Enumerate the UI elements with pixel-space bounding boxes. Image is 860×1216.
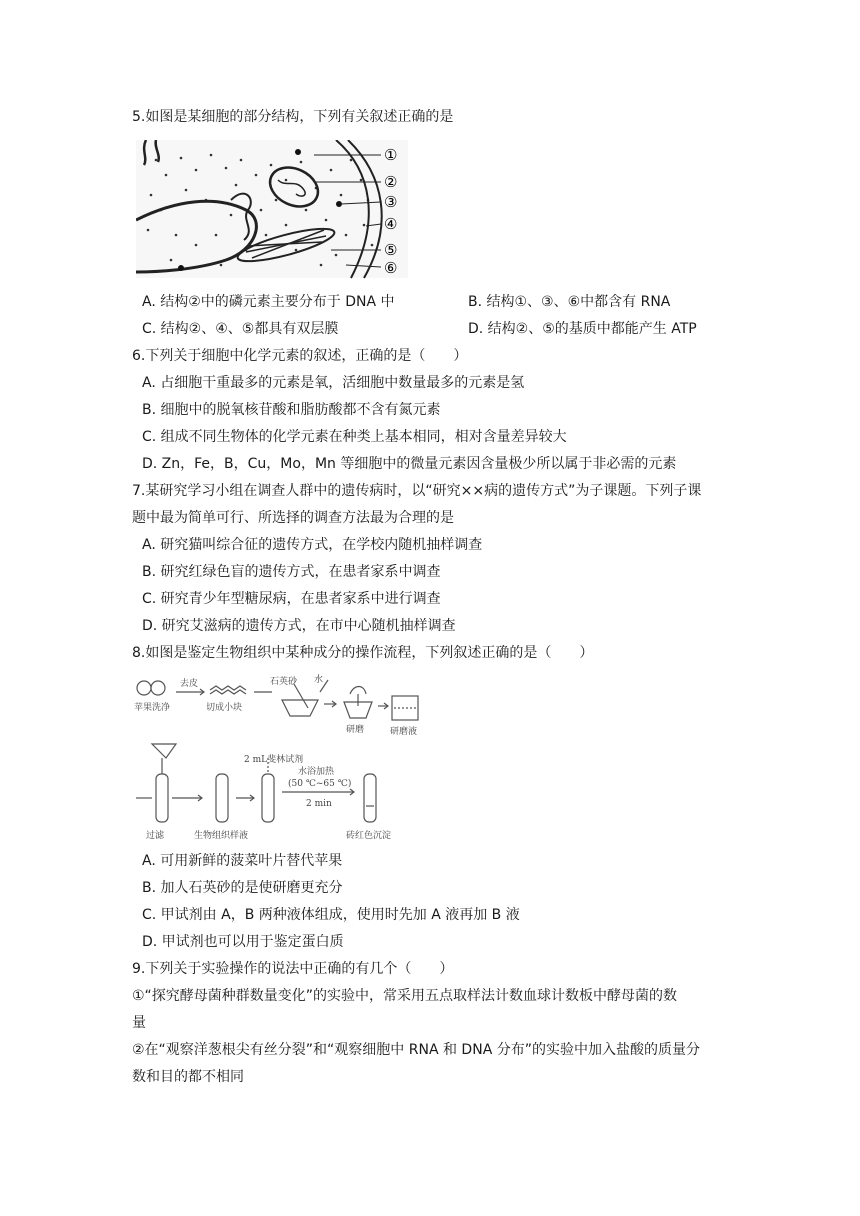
label-bath: 水浴加热 xyxy=(298,767,335,777)
label-filter: 过滤 xyxy=(146,831,165,841)
q6-stem: 6.下列关于细胞中化学元素的叙述，正确的是（ ） xyxy=(132,348,468,364)
q8-option-a: A. 可用新鲜的菠菜叶片替代苹果 xyxy=(142,853,343,869)
q6-option-b: B. 细胞中的脱氧核苷酸和脂肪酸都不含有氮元素 xyxy=(142,402,441,418)
figure-label-1: ① xyxy=(384,146,398,164)
label-liquid: 研磨液 xyxy=(390,727,418,737)
q6-option-a: A. 占细胞干重最多的元素是氧，活细胞中数量最多的元素是氢 xyxy=(142,375,525,391)
label-reagent: 2 mL斐林试剂 xyxy=(244,755,304,765)
label-result: 砖红色沉淀 xyxy=(346,831,392,841)
figure-label-2: ② xyxy=(384,173,398,191)
q5-option-c: C. 结构②、④、⑤都具有双层膜 xyxy=(142,321,339,337)
q9-item1-line1: ①“探究酵母菌种群数量变化”的实验中，常采用五点取样法计数血球计数板中酵母菌的数 xyxy=(132,988,678,1004)
label-peel: 去皮 xyxy=(180,679,199,689)
label-grind: 研磨 xyxy=(346,725,365,735)
q8-option-d: D. 甲试剂也可以用于鉴定蛋白质 xyxy=(142,934,344,950)
cell-structure-figure xyxy=(136,140,416,280)
q7-option-b: B. 研究红绿色盲的遗传方式，在患者家系中调查 xyxy=(142,564,441,580)
q9-item2-line2: 数和目的都不相同 xyxy=(132,1069,244,1085)
q8-stem: 8.如图是鉴定生物组织中某种成分的操作流程，下列叙述正确的是（ ） xyxy=(132,645,594,661)
q7-option-c: C. 研究青少年型糖尿病，在患者家系中进行调查 xyxy=(142,591,441,607)
label-water: 水 xyxy=(314,675,324,685)
label-temp: (50 ℃~65 ℃) xyxy=(288,779,352,789)
q9-item2-line1: ②在“观察洋葱根尖有丝分裂”和“观察细胞中 RNA 和 DNA 分布”的实验中加入盐酸的质量分 xyxy=(132,1042,700,1058)
q7-option-a: A. 研究猫叫综合征的遗传方式，在学校内随机抽样调查 xyxy=(142,537,483,553)
q6-option-c: C. 组成不同生物体的化学元素在种类上基本相同，相对含量差异较大 xyxy=(142,429,567,445)
q5-option-a: A. 结构②中的磷元素主要分布于 DNA 中 xyxy=(142,294,395,310)
figure-label-4: ④ xyxy=(384,215,398,233)
q6-option-d: D. Zn，Fe，B，Cu，Mo，Mn 等细胞中的微量元素因含量极少所以属于非必需的元素 xyxy=(142,456,677,472)
figure-label-3: ③ xyxy=(384,193,398,211)
label-apple: 苹果洗净 xyxy=(134,703,171,713)
q5-option-d: D. 结构②、⑤的基质中都能产生 ATP xyxy=(468,321,697,337)
experiment-flow-figure xyxy=(132,674,422,844)
figure-label-6: ⑥ xyxy=(384,259,398,277)
label-time: 2 min xyxy=(306,799,332,809)
label-sand: 石英砂 xyxy=(270,677,298,687)
label-extract: 生物组织样液 xyxy=(194,831,249,841)
q8-option-c: C. 甲试剂由 A，B 两种液体组成，使用时先加 A 液再加 B 液 xyxy=(142,907,520,923)
q7-stem-line1: 7.某研究学习小组在调查人群中的遗传病时，以“研究××病的遗传方式”为子课题。下列子课 xyxy=(132,483,702,499)
label-cut: 切成小块 xyxy=(206,703,243,713)
q7-option-d: D. 研究艾滋病的遗传方式，在市中心随机抽样调查 xyxy=(142,618,456,634)
figure-label-5: ⑤ xyxy=(384,241,398,259)
q5-option-b: B. 结构①、③、⑥中都含有 RNA xyxy=(468,294,671,310)
q8-option-b: B. 加人石英砂的是使研磨更充分 xyxy=(142,880,343,896)
q9-stem: 9.下列关于实验操作的说法中正确的有几个（ ） xyxy=(132,961,454,977)
q7-stem-line2: 题中最为简单可行、所选择的调查方法最为合理的是 xyxy=(132,510,454,526)
q5-stem: 5.如图是某细胞的部分结构，下列有关叙述正确的是 xyxy=(132,109,454,125)
q9-item1-line2: 量 xyxy=(132,1015,146,1031)
